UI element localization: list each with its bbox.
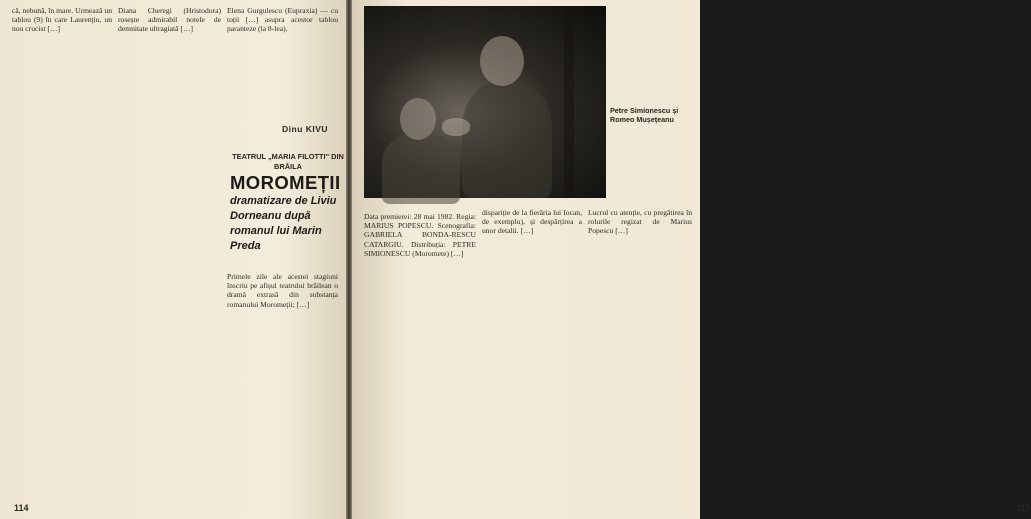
production-credits-text: Data premierei: 28 mai 1982. Regia: MARIUS POPESCU. Scenografia: GABRIELA BONDA-RESCU CATARGIU. Distribuția: PETRE SIMIONESCU (Moromete) […] (364, 212, 476, 258)
photo-face-seated (400, 98, 436, 140)
review-column-2 (482, 208, 582, 502)
page-number-left: 114 (14, 503, 29, 513)
column-3-top-text: Elena Gurgulescu (Eupraxia) — cu toții […] asupra acestor tablou paranteze (la 8-lea). (227, 6, 338, 34)
production-credits (364, 212, 476, 502)
review-column-1 (227, 272, 338, 501)
page-number-right: 115 (1016, 503, 1031, 513)
review-column-3-text: Lucrul cu atenție, cu pregătirea în rolurile regizat de Marius Popescu […] (588, 208, 692, 236)
author-byline: Dinu KIVU (282, 124, 329, 134)
review-column-3 (588, 208, 692, 502)
photo-face-standing (480, 36, 524, 86)
photo-figure-seated (382, 134, 460, 204)
photo-caption: Petre Simionescu și Romeo Mușețeanu (610, 106, 679, 124)
column-1-text: că, nebună, în mare. Urmează un tablou (9) în care Laurențiu, un nou crucist […] (12, 6, 112, 34)
review-title-main: MOROMEȚII (230, 172, 341, 193)
photo-figure-standing (462, 82, 552, 198)
column-2-text: Diana Cheregi (Hristodora) rosește admirabil notele de demnitate ultragiată […] (118, 6, 221, 34)
left-page (0, 0, 346, 519)
review-column-1-text: Primele zile ale acestei stagiuni înscriu pe afișul teatrului brăilean o dramă extrasă din substanța romanului Moromeții; […] (227, 272, 338, 309)
review-title-subtitle: dramatizare de Liviu Dorneanu după romanul lui Marin Preda (230, 195, 337, 252)
article-column-1 (12, 6, 112, 501)
theatre-heading: TEATRUL „MARIA FILOTTI" DIN BRĂILA (232, 152, 344, 171)
review-column-2-text: dispariție de la fierăria lui Iocan, de exemplu), și despărțirea a unor detalii. […] (482, 208, 582, 236)
article-column-2 (118, 6, 221, 501)
review-title (230, 172, 344, 254)
production-photo (364, 6, 606, 198)
photo-hand (442, 118, 470, 136)
photo-shadow-bar (564, 6, 574, 198)
article-column-3-top (227, 6, 338, 112)
